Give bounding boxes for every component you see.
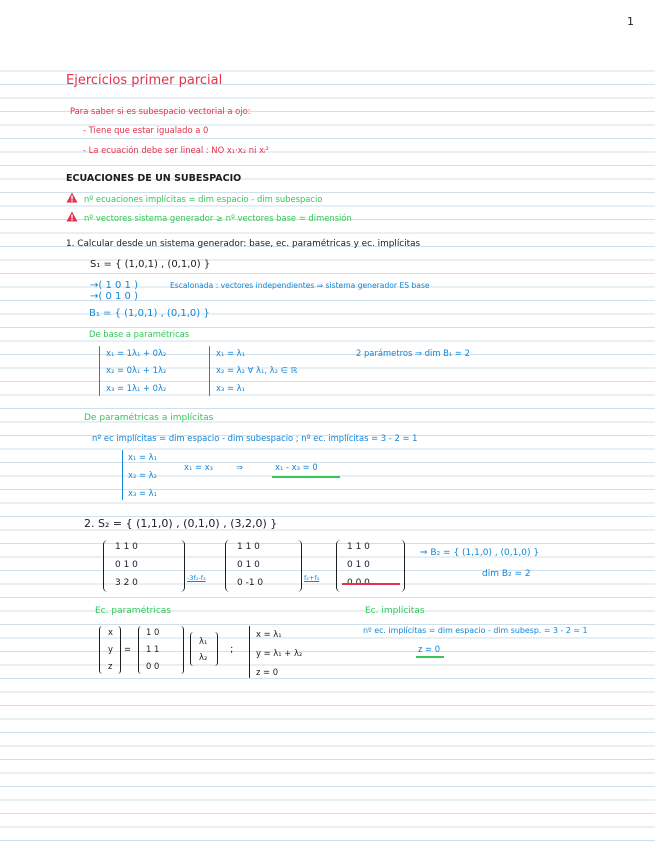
equals-sign: = (124, 644, 132, 654)
echelon-note: Escalonada : vectores independientes ⇒ sistema generador ES base (170, 281, 430, 290)
param-matrix-row: 1 1 (146, 644, 160, 654)
vector-xyz-entry: y (108, 644, 113, 654)
vector-paren-left (190, 632, 197, 666)
intro-rule-2: - La ecuación debe ser lineal : NO x₁·x₂ ni xᵢ² (83, 145, 269, 155)
matrix-paren-right (177, 626, 184, 674)
section-title: ECUACIONES DE UN SUBESPACIO (66, 173, 242, 184)
warning-icon (66, 211, 78, 222)
matrix-paren-right (293, 540, 302, 592)
param-eq: x₂ = 0λ₁ + 1λ₂ (106, 365, 167, 375)
page-number: 1 (627, 15, 634, 28)
exercise-1-set: S₁ = { (1,0,1) , (0,1,0) } (90, 259, 211, 270)
eq-x1-x3: x₁ = x₃ (184, 462, 213, 472)
row-operation-1: -3f₁-f₃ (187, 574, 206, 582)
implies-arrow: ⇒ (236, 462, 244, 472)
system-brace (249, 626, 250, 678)
system-brace (122, 450, 123, 500)
subtitle-param-to-impl: De paramétricas a implícitas (84, 413, 214, 423)
matrix-paren-left (138, 626, 145, 674)
page-title: Ejercicios primer parcial (66, 73, 223, 88)
matrix-2-row: 0 -1 0 (237, 578, 264, 588)
implicit-result: x₁ - x₃ = 0 (275, 462, 318, 472)
param-eq-simplified: x₃ = λ₁ (216, 383, 245, 393)
param-eq-simplified: x₂ = λ₂ ∀ λ₁, λ₂ ∈ ℝ (216, 365, 298, 375)
warning-icon (66, 192, 78, 203)
param-matrix-row: 1 0 (146, 627, 160, 637)
matrix-row-2: →( 0 1 0 ) (90, 291, 138, 302)
impl-eq-2: z = 0 (418, 644, 441, 654)
param-system-eq: z = 0 (256, 667, 279, 677)
param-eq: x₃ = 1λ₁ + 0λ₂ (106, 383, 167, 393)
matrix-2-row: 0 1 0 (237, 560, 260, 570)
param-eq: x₁ = 1λ₁ + 0λ₂ (106, 348, 167, 358)
intro-heading: Para saber si es subespacio vectorial a ojo: (70, 106, 251, 116)
result-underline (416, 656, 444, 658)
lambda-entry: λ₁ (199, 636, 208, 646)
vector-xyz-entry: z (108, 661, 113, 671)
system-brace (209, 346, 210, 396)
impl-count-2: nº ec. implícitas = dim espacio - dim subesp. = 3 - 2 = 1 (363, 626, 588, 635)
implicit-count: nº ec implícitas = dim espacio - dim subespacio ; nº ec. implícitas = 3 - 2 = 1 (92, 433, 418, 443)
warning-text-2: nº vectores sistema generador ≥ nº vectores base = dimensión (84, 213, 352, 223)
separator: ; (230, 644, 234, 655)
param-eq: x₂ = λ₂ (128, 470, 157, 480)
result-underline (272, 476, 340, 478)
param-eq: x₁ = λ₁ (128, 452, 157, 462)
page-header-band (0, 0, 655, 58)
matrix-3-row: 1 1 0 (347, 542, 370, 552)
zero-row-strikethrough (342, 583, 400, 585)
vector-xyz-entry: x (108, 627, 113, 637)
param-eq-title: Ec. paramétricas (95, 606, 171, 616)
param-matrix-row: 0 0 (146, 661, 160, 671)
matrix-3-row: 0 1 0 (347, 560, 370, 570)
matrix-paren-left (225, 540, 234, 592)
warning-text-1: nº ecuaciones implícitas = dim espacio - dim subespacio (84, 194, 323, 204)
param-system-eq: x = λ₁ (256, 629, 282, 639)
vector-paren-right (211, 632, 218, 666)
basis-b2: ⇒ B₂ = { (1,1,0) , (0,1,0) } (420, 548, 540, 558)
matrix-paren-right (176, 540, 185, 592)
matrix-1-row: 0 1 0 (115, 560, 138, 570)
subtitle-base-to-param: De base a paramétricas (89, 329, 190, 339)
dim-b2: dim B₂ = 2 (482, 569, 531, 579)
params-note: 2 parámetros ⇒ dim B₁ = 2 (356, 348, 470, 358)
exercise-1-title: 1. Calcular desde un sistema generador: base, ec. paramétricas y ec. implícitas (66, 239, 421, 249)
row-operation-2: f₂+f₃ (304, 574, 320, 582)
exercise-2-title: 2. S₂ = { (1,1,0) , (0,1,0) , (3,2,0) } (84, 517, 278, 530)
param-eq-simplified: x₁ = λ₁ (216, 348, 245, 358)
vector-paren-left (99, 626, 106, 674)
param-eq: x₃ = λ₁ (128, 488, 157, 498)
impl-eq-title: Ec. implícitas (365, 606, 425, 616)
matrix-paren-left (103, 540, 112, 592)
intro-rule-1: - Tiene que estar igualado a 0 (83, 125, 209, 135)
param-system-eq: y = λ₁ + λ₂ (256, 648, 303, 658)
lambda-entry: λ₂ (199, 652, 208, 662)
vector-paren-right (114, 626, 121, 674)
matrix-2-row: 1 1 0 (237, 542, 260, 552)
basis-b1: B₁ = { (1,0,1) , (0,1,0) } (89, 308, 210, 319)
system-brace (99, 346, 100, 396)
matrix-row-1: →( 1 0 1 ) (90, 280, 138, 291)
matrix-1-row: 1 1 0 (115, 542, 138, 552)
matrix-1-row: 3 2 0 (115, 578, 138, 588)
matrix-paren-right (396, 540, 405, 592)
